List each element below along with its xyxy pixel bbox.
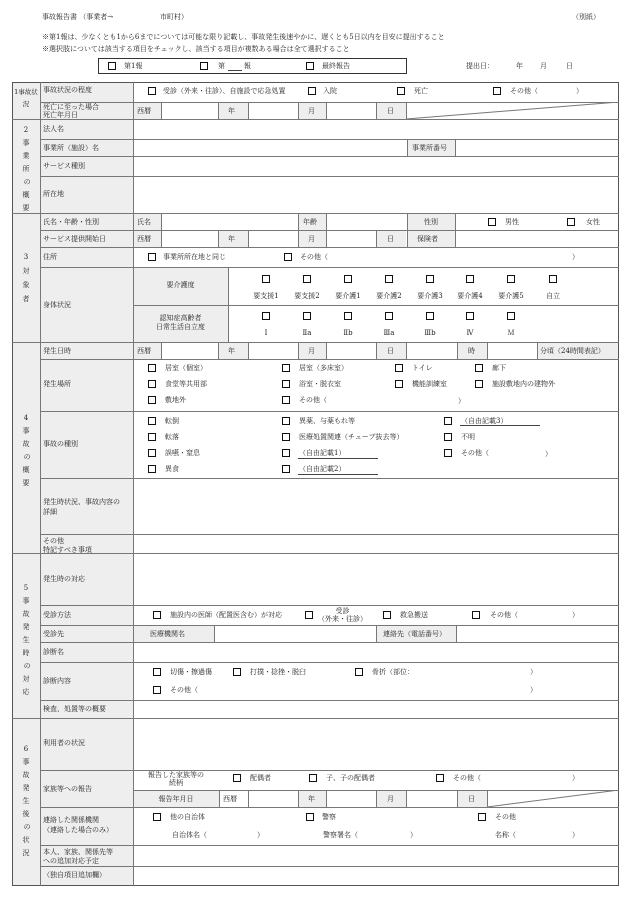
agencies-label: 連絡した関係機関 （連絡した場合のみ）	[43, 816, 113, 834]
kind-option-label: （自由記載1）	[299, 449, 346, 457]
minute-label: 分頃（24時間表記）	[540, 347, 605, 355]
severity-label: 事故状況の程度	[43, 86, 92, 94]
family-relation-label: 報告した家族等の 続柄	[148, 771, 204, 787]
method-other-close: ）	[572, 611, 579, 619]
section-4-title: 4 事 故 の 概 要	[22, 414, 31, 487]
checkbox-place-option[interactable]	[475, 380, 483, 388]
place-option-label: 廊下	[492, 364, 506, 372]
checkbox-dementia-level[interactable]	[303, 312, 311, 320]
grid-v-21	[248, 342, 249, 359]
grid-line-s3-end	[12, 342, 619, 343]
checkbox-female[interactable]	[567, 218, 575, 226]
checkbox-care-level[interactable]	[466, 275, 474, 283]
checkbox-kind-option[interactable]	[148, 449, 156, 457]
seireki-label: 西暦	[137, 107, 151, 115]
grid-v-35	[326, 790, 327, 807]
checkbox-place-option[interactable]	[148, 364, 156, 372]
place-option-label: 居室（多床室）	[299, 364, 348, 372]
grid-line-r12	[40, 534, 619, 535]
service-label: サービス種別	[43, 162, 85, 170]
grid-line-r9	[40, 359, 619, 360]
grid-line-r5	[40, 230, 619, 231]
grid-line-r10	[40, 411, 619, 412]
grid-v-19	[161, 342, 162, 359]
detail-label: 発生時状況、事故内容の 詳細	[43, 498, 120, 516]
checkbox-place-option[interactable]	[148, 380, 156, 388]
month-label-4: 月	[387, 795, 394, 803]
form-table	[12, 82, 619, 886]
agency-police-label: 警察	[322, 813, 336, 821]
checkbox-kind-option[interactable]	[282, 449, 290, 457]
checkbox-place-option[interactable]	[282, 380, 290, 388]
label-first-report: 第1報	[124, 62, 143, 70]
checkbox-dementia-level[interactable]	[426, 312, 434, 320]
label-final-report: 最終報告	[322, 62, 350, 70]
note-checkbox: ※選択肢については該当する項目をチェックし、該当する項目が複数ある場合は全て選択すること	[42, 45, 350, 53]
family-other-close: ）	[572, 774, 579, 782]
accident-kind-label: 事故の種別	[43, 440, 78, 448]
grid-v-12	[326, 213, 327, 247]
insured-label: 保険者	[417, 235, 438, 243]
checkbox-kind-option[interactable]	[148, 465, 156, 473]
year-label-3: 年	[228, 347, 235, 355]
grid-v-34	[298, 790, 299, 807]
dementia-label: 認知症高齢者 日常生活自立度	[156, 314, 205, 331]
grid-v-36	[376, 790, 377, 807]
office-label: 事業所（施設）名	[43, 144, 99, 152]
checkbox-dementia-level[interactable]	[344, 312, 352, 320]
grid-line-label-col	[133, 82, 134, 886]
grid-line-r7	[40, 267, 619, 268]
free-text-3-line[interactable]	[460, 425, 540, 426]
grid-v-29	[214, 625, 215, 642]
nth-report-field[interactable]	[228, 70, 242, 71]
grid-v-15	[218, 230, 219, 247]
body-status-label: 身体状況	[43, 301, 71, 309]
place-other-close: ）	[458, 397, 465, 405]
submit-date-label: 提出日：	[466, 62, 494, 70]
checkbox-agency-municipality[interactable]	[153, 813, 161, 821]
checkbox-dementia-level[interactable]	[507, 312, 515, 320]
grid-line-r11	[40, 478, 619, 479]
section-3-title: 3 対 象 者	[22, 253, 30, 303]
grid-line-r17	[40, 700, 619, 701]
checkbox-agency-police[interactable]	[306, 813, 314, 821]
name-label: 氏名	[137, 218, 151, 226]
diag-cut-label: 切傷・擦過傷	[170, 668, 212, 676]
dementia-option-label: Ⅰ	[264, 329, 268, 337]
severity-death-label: 死亡	[414, 87, 428, 95]
name-row-label: 氏名・年齢・性別	[43, 218, 99, 226]
checkbox-method-doctor[interactable]	[153, 611, 161, 619]
kind-option-label: 転倒	[165, 417, 179, 425]
checkbox-place-option[interactable]	[395, 380, 403, 388]
care-level-option-label: 要介護3	[417, 292, 443, 300]
method-doctor-label: 施設内の医師（配置医含む）が対応	[170, 611, 282, 619]
year-label: 年	[228, 107, 235, 115]
dementia-option-label: Ⅳ	[466, 329, 474, 337]
kind-option-label: 転落	[165, 433, 179, 441]
kind-option-label: （自由記載3）	[461, 417, 508, 425]
checkbox-care-level[interactable]	[262, 275, 270, 283]
grid-line-r3	[40, 156, 619, 157]
other-note-label: その他 特記すべき事項	[43, 537, 92, 554]
severity-other-label: その他（	[510, 87, 538, 95]
grid-v-4	[298, 102, 299, 119]
municipality-name-close: ）	[257, 831, 264, 839]
other-name-close: ）	[572, 831, 579, 839]
checkbox-same-address[interactable]	[148, 253, 156, 261]
checkbox-method-visit[interactable]	[305, 611, 313, 619]
form-city: 市町村）	[160, 13, 188, 21]
label-nth-report-suffix: 報	[244, 62, 251, 70]
checkbox-place-option[interactable]	[282, 396, 290, 404]
checkbox-severity-death[interactable]	[397, 87, 405, 95]
checkbox-severity-other[interactable]	[493, 87, 501, 95]
checkbox-kind-option[interactable]	[444, 449, 452, 457]
severity-hospital-label: 入院	[323, 87, 337, 95]
place-label: 発生場所	[43, 380, 71, 388]
checkbox-kind-option[interactable]	[148, 433, 156, 441]
grid-v-22	[298, 342, 299, 359]
contact-label: 連絡先（電話番号）	[383, 630, 446, 638]
family-child-label: 子、子の配偶者	[326, 774, 375, 782]
checkbox-dementia-level[interactable]	[466, 312, 474, 320]
day-label-2: 日	[387, 235, 394, 243]
same-address-label: 事業所所在地と同じ	[163, 253, 226, 261]
grid-line-r21	[40, 845, 619, 846]
grid-line-section-col	[40, 82, 41, 886]
place-option-label: その他（	[299, 396, 327, 404]
kind-option-label: 不明	[461, 433, 475, 441]
checkbox-family-other[interactable]	[436, 774, 444, 782]
checkbox-dementia-level[interactable]	[385, 312, 393, 320]
kind-other-close: ）	[545, 450, 552, 458]
report-date-label: 報告年月日	[158, 795, 194, 803]
dementia-option-label: Ⅱa	[302, 329, 312, 337]
place-option-label: 浴室・脱衣室	[299, 380, 341, 388]
free-text-1-line[interactable]	[298, 458, 378, 459]
checkbox-kind-option[interactable]	[282, 417, 290, 425]
grid-line-r14	[40, 625, 619, 626]
grid-v-18	[228, 267, 229, 343]
checkbox-diag-cut[interactable]	[153, 668, 161, 676]
annex-label: （別紙）	[572, 13, 600, 21]
corp-label: 法人名	[43, 125, 64, 133]
checkbox-severity-hospital[interactable]	[308, 87, 316, 95]
grid-line-r18	[40, 770, 619, 771]
submit-day-unit: 日	[566, 62, 573, 70]
grid-v-25	[406, 342, 407, 359]
care-level-option-label: 要介護5	[498, 292, 524, 300]
section-5-title: 5 事 故 発 生 時 の 対 応	[22, 584, 31, 696]
diag-bruise-label: 打撲・捻挫・脱臼	[250, 668, 306, 676]
grid-v-8	[407, 139, 408, 156]
where-label: 受診先	[43, 630, 64, 638]
hour-label: 時	[468, 347, 475, 355]
year-label-2: 年	[228, 235, 235, 243]
grid-v-37	[406, 790, 407, 807]
checkbox-care-level[interactable]	[344, 275, 352, 283]
checkbox-final-report[interactable]	[306, 62, 314, 70]
care-level-option-label: 要介護4	[457, 292, 483, 300]
grid-v-1	[161, 102, 162, 119]
grid-v-24	[376, 342, 377, 359]
grid-v-3	[248, 102, 249, 119]
date-slash-2	[487, 790, 619, 807]
female-label: 女性	[586, 218, 600, 226]
checkbox-kind-option[interactable]	[282, 465, 290, 473]
checkbox-diag-other[interactable]	[153, 686, 161, 694]
occurrence-date-label: 発生日時	[43, 347, 71, 355]
checkbox-dementia-level[interactable]	[262, 312, 270, 320]
exam-label: 検査、処置等の概要	[43, 705, 106, 713]
day-label-3: 日	[387, 347, 394, 355]
checkbox-family-child[interactable]	[309, 774, 317, 782]
grid-line-r2	[40, 139, 619, 140]
death-date-label: 死亡に至った場合 死亡年月日	[43, 103, 99, 119]
label-nth-report: 第	[218, 62, 225, 70]
place-option-label: 機能訓練室	[412, 380, 447, 388]
grid-v-30	[376, 625, 377, 642]
kind-option-label: 医療処置関連（チューブ抜去等）	[299, 433, 404, 441]
checkbox-care-level[interactable]	[549, 275, 557, 283]
grid-v-31	[456, 625, 457, 642]
grid-v-20	[218, 342, 219, 359]
grid-v-5	[326, 102, 327, 119]
month-label-3: 月	[308, 347, 315, 355]
place-option-label: 食堂等共用部	[165, 380, 207, 388]
grid-v-13	[407, 213, 408, 247]
seireki-label-2: 西暦	[137, 235, 151, 243]
checkbox-care-level[interactable]	[507, 275, 515, 283]
grid-v-2	[218, 102, 219, 119]
checkbox-place-option[interactable]	[148, 396, 156, 404]
user-address-label: 住所	[43, 253, 57, 261]
day-label-4: 日	[468, 795, 475, 803]
place-option-label: トイレ	[412, 364, 433, 372]
checkbox-family-spouse[interactable]	[233, 774, 241, 782]
grid-v-32	[219, 790, 220, 807]
kind-option-label: 誤嚥・窒息	[165, 449, 200, 457]
report-type-box	[98, 58, 407, 74]
diag-fracture-close: ）	[530, 668, 537, 676]
checkbox-place-option[interactable]	[282, 364, 290, 372]
care-level-label: 要介護度	[166, 281, 195, 289]
section-2-title: 2 事 業 所 の 概 要	[22, 126, 31, 212]
municipality-name-label: 自治体名（	[172, 831, 207, 839]
grid-v-38	[457, 790, 458, 807]
method-ambulance-label: 救急搬送	[400, 611, 428, 619]
checkbox-agency-other[interactable]	[478, 813, 486, 821]
grid-line-r20	[40, 807, 619, 808]
police-name-label: 警察署名（	[323, 831, 358, 839]
address-label: 所在地	[43, 190, 64, 198]
dementia-option-label: Ｍ	[507, 329, 515, 337]
seireki-label-4: 西暦	[223, 795, 237, 803]
method-label: 受診方法	[43, 611, 71, 619]
checkbox-kind-option[interactable]	[444, 433, 452, 441]
agency-municipality-label: 他の自治体	[170, 813, 205, 821]
grid-v-9	[455, 139, 456, 156]
kind-option-label: 異薬、与薬もれ等	[299, 417, 355, 425]
response-label: 発生時の対応	[43, 575, 85, 583]
checkbox-address-other[interactable]	[284, 253, 292, 261]
kind-option-label: （自由記載2）	[299, 465, 346, 473]
agency-other-label: その他	[495, 813, 516, 821]
section-6-title: 6 事 故 発 生 後 の 状 況	[22, 745, 31, 857]
male-label: 男性	[505, 218, 519, 226]
checkbox-care-level[interactable]	[426, 275, 434, 283]
checkbox-method-other[interactable]	[472, 611, 480, 619]
grid-line-s1-end	[12, 119, 619, 120]
grid-line-r16	[40, 662, 619, 663]
place-option-label: 敷地外	[165, 396, 186, 404]
kind-option-label: 異食	[165, 465, 179, 473]
care-level-option-label: 要介護2	[376, 292, 402, 300]
grid-v-26	[457, 342, 458, 359]
note-first-report: ※第1報は、少なくとも1から6までについては可能な限り記載し、事故発生後速やかに、遅くとも5日以内を目安に提出すること	[42, 33, 445, 41]
other-name-label: 名称（	[495, 831, 516, 839]
family-report-label: 家族等への報告	[43, 785, 92, 793]
family-spouse-label: 配偶者	[250, 774, 271, 782]
day-label: 日	[387, 107, 394, 115]
grid-line-r8	[133, 305, 619, 306]
method-visit-label: 受診 （外来・往診）	[318, 607, 367, 623]
followup-label: 本人、家族、関係先等 への追加対応予定	[43, 848, 113, 865]
grid-v-16	[248, 230, 249, 247]
grid-line-s4-end	[12, 553, 619, 554]
own-item-label: （独自項目追加欄）	[43, 871, 106, 879]
section-1-title: 1事故状況	[14, 88, 38, 108]
grid-line-r13	[40, 605, 619, 606]
grid-v-14	[455, 213, 456, 247]
dementia-option-label: Ⅲa	[383, 329, 395, 337]
grid-line-s2-end	[12, 213, 619, 214]
diagnosis-detail-label: 診断内容	[43, 677, 71, 685]
age-label: 年齢	[303, 218, 317, 226]
checkbox-male[interactable]	[488, 218, 496, 226]
form-title: 事故報告書 （事業者→	[42, 13, 114, 21]
care-level-option-label: 要支援2	[294, 292, 320, 300]
checkbox-place-option[interactable]	[475, 364, 483, 372]
care-level-option-label: 要介護1	[335, 292, 361, 300]
severity-outpatient-label: 受診（外来・往診）、自施設で応急処置	[163, 87, 286, 95]
checkbox-first-report[interactable]	[108, 62, 116, 70]
month-label: 月	[308, 107, 315, 115]
grid-v-10	[161, 213, 162, 247]
seireki-label-3: 西暦	[137, 347, 151, 355]
grid-line-r22	[40, 866, 619, 867]
grid-v-28	[537, 342, 538, 359]
diagnosis-label: 診断名	[43, 648, 64, 656]
family-other-label: その他（	[453, 774, 481, 782]
checkbox-diag-fracture[interactable]	[355, 668, 363, 676]
checkbox-care-level[interactable]	[385, 275, 393, 283]
care-level-option-label: 自立	[546, 292, 560, 300]
diag-other-label: その他（	[170, 686, 198, 694]
checkbox-care-level[interactable]	[303, 275, 311, 283]
care-level-option-label: 要支援1	[253, 292, 279, 300]
hospital-label: 医療機関名	[150, 630, 185, 638]
checkbox-method-ambulance[interactable]	[383, 611, 391, 619]
checkbox-kind-option[interactable]	[444, 417, 452, 425]
grid-v-27	[487, 342, 488, 359]
grid-v-11	[298, 213, 299, 247]
checkbox-kind-option[interactable]	[282, 433, 290, 441]
checkbox-nth-report[interactable]	[200, 62, 208, 70]
year-label-4: 年	[308, 795, 315, 803]
grid-v-17	[376, 230, 377, 247]
office-no-label: 事業所番号	[412, 144, 447, 152]
address-other-label: その他（	[300, 253, 328, 261]
checkbox-place-option[interactable]	[395, 364, 403, 372]
grid-line-s5-end	[12, 718, 619, 719]
method-other-label: その他（	[490, 611, 518, 619]
address-other-close: ）	[572, 253, 579, 261]
month-label-2: 月	[308, 235, 315, 243]
checkbox-severity-outpatient[interactable]	[148, 87, 156, 95]
diag-fracture-label: 骨折（部位：	[372, 668, 414, 676]
dementia-option-label: Ⅲb	[424, 329, 436, 337]
checkbox-diag-bruise[interactable]	[233, 668, 241, 676]
service-start-label: サービス提供開始日	[43, 235, 106, 243]
grid-line-r4	[40, 176, 619, 177]
date-slash-1	[406, 102, 619, 119]
police-name-close: ）	[410, 831, 417, 839]
place-option-label: 居室（個室）	[165, 364, 207, 372]
grid-v-6	[376, 102, 377, 119]
submit-year-unit: 年	[516, 62, 523, 70]
grid-v-33	[248, 790, 249, 807]
place-option-label: 施設敷地内の建物外	[492, 380, 555, 388]
sex-label: 性別	[424, 218, 438, 226]
grid-line-r6	[40, 247, 619, 248]
diag-other-close: ）	[530, 686, 537, 694]
free-text-2-line[interactable]	[298, 474, 378, 475]
submit-month-unit: 月	[540, 62, 547, 70]
kind-option-label: その他（	[461, 449, 489, 457]
user-status-label: 利用者の状況	[43, 739, 85, 747]
grid-line-r15	[40, 642, 619, 643]
checkbox-kind-option[interactable]	[148, 417, 156, 425]
severity-other-close: ）	[576, 87, 583, 95]
grid-v-23	[326, 342, 327, 359]
dementia-option-label: Ⅱb	[343, 329, 353, 337]
